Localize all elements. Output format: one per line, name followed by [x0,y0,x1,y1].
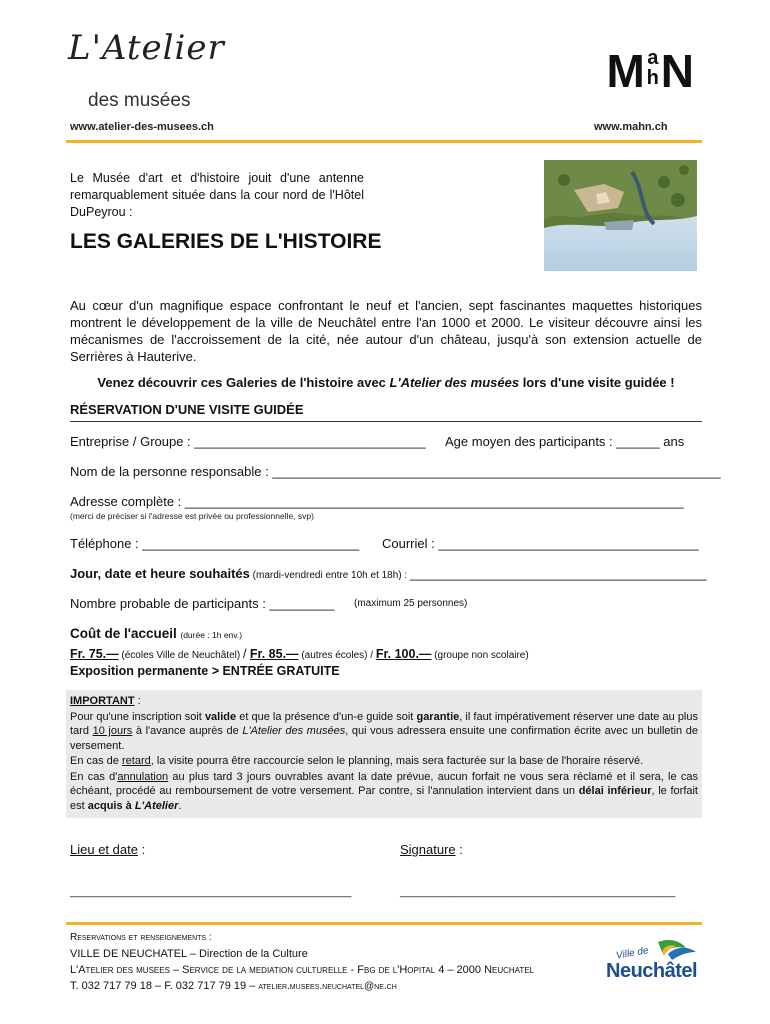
signature-label: Signature : [400,842,463,857]
atelier-logo-script: L'Atelier [68,28,225,68]
reservation-title: RÉSERVATION D'UNE VISITE GUIDÉE [70,402,304,417]
participants-field[interactable] [70,596,335,611]
mahn-logo-a: a [647,47,657,69]
reservation-divider [70,421,702,422]
free-entry: Exposition permanente > ENTRÉE GRATUITE [70,664,340,678]
participants-label: Nombre probable de participants : _________ [70,596,335,611]
footer-contact [70,930,534,995]
important-label: IMPORTANT [70,695,135,707]
footer-line-4: T. 032 717 79 18 – F. 032 717 79 19 – atelier.musees.neuchatel@ne.ch [70,980,397,992]
telephone-field[interactable]: Téléphone : ______________________________ [70,536,360,551]
date-field[interactable] [70,566,706,581]
cost-duration-note: (durée : 1h env.) [180,630,243,640]
logo-neuchatel: Neuchâtel [606,960,698,982]
entreprise-field[interactable]: Entreprise / Groupe : ________________________________ [70,434,426,449]
footer-divider [66,922,702,925]
header-divider [66,140,702,143]
important-paragraph-3: En cas d'annulation au plus tard 3 jours ouvrables avant la date prévue, aucun forfait ne vous sera réclamé et il sera, le cas échéant, procédé au remboursement de votre versement. Par contre, si l'annulation intervient dans un délai inférieur, le forfait est acquis à L'Atelier. [70,770,698,812]
invitation-line [70,375,702,390]
page-title: LES GALERIES DE L'HISTOIRE [70,230,382,253]
adresse-field[interactable]: Adresse complète : _____________________________________________________________________ [70,494,684,509]
price-autres-note: (autres écoles) / [298,650,376,661]
price-ville: Fr. 75.— [70,647,119,661]
important-paragraph-2: En cas de retard, la visite pourra être raccourcie selon le planning, mais sera facturée sur la base de l'horaire réservé. [70,755,644,767]
adresse-note: (merci de préciser si l'adresse est privée ou professionnelle, svp) [70,511,314,521]
responsable-field[interactable]: Nom de la personne responsable : ______________________________________________________________ [70,464,721,479]
price-autres: Fr. 85.— [249,647,299,661]
mahn-logo-m: M [606,45,643,97]
cost-heading [70,626,242,641]
signature-line[interactable]: _____________________________________________ [400,886,676,898]
mahn-logo-n: N [660,45,692,97]
cost-prices [70,647,529,661]
date-field-line: _________________________________________ [409,566,707,581]
atelier-logo [68,28,225,118]
footer-line-2: VILLE DE NEUCHATEL – Direction de la Culture [70,948,308,960]
city-model-photo [544,160,697,271]
date-field-label: Jour, date et heure souhaités [70,566,250,581]
participants-note: (maximum 25 personnes) [354,598,468,609]
logo-ville-de: Ville de [615,945,650,962]
atelier-url[interactable]: www.atelier-des-musees.ch [70,121,214,133]
lieu-date-line[interactable]: ______________________________________________ [70,886,352,898]
price-groupe-note: (groupe non scolaire) [431,650,529,661]
invitation-atelier: L'Atelier des musées [389,375,520,390]
footer-email[interactable]: atelier.musees.neuchatel@ne.ch [258,981,397,992]
intro-text: Le Musée d'art et d'histoire jouit d'une antenne remarquablement située dans la cour nord de l'Hôtel DuPeyrou : [70,171,364,219]
mahn-logo-ah [643,48,661,88]
price-groupe: Fr. 100.— [375,647,432,661]
price-separator: / [242,647,250,661]
footer-line-1: Reservations et renseignements : [70,932,212,943]
mahn-logo [606,45,692,97]
invitation-text-1: Venez découvrir ces Galeries de l'histoire avec [97,375,390,390]
courriel-field[interactable]: Courriel : ____________________________________ [382,536,699,551]
footer-line-3: L'Atelier des musees – Service de la mediation culturelle - Fbg de l'Hopital 4 – 2000 Neuchatel [70,964,535,976]
date-field-note: (mardi-vendredi entre 10h et 18h) : [249,570,410,581]
price-ville-note: (écoles Ville de Neuchâtel) [118,650,243,661]
atelier-logo-subtitle: des musées [88,90,191,111]
description-paragraph: Au cœur d'un magnifique espace confrontant le neuf et l'ancien, sept fascinantes maquettes historiques montrent le développement de la ville de Neuchâtel entre l'an 1000 et 2000. Le visiteur découvre ainsi les mécanismes de l'accroissement de la cité, née autour d'un château, jusqu'à son extension actuelle de Serrières à Hauterive. [70,298,702,364]
lieu-date-label: Lieu et date : [70,842,146,857]
ville-neuchatel-logo [606,938,706,986]
age-field[interactable]: Age moyen des participants : ______ ans [445,434,685,449]
mahn-logo-h: h [646,67,657,89]
cost-label: Coût de l'accueil [70,626,177,641]
important-box: IMPORTANT : Pour qu'une inscription soit valide et que la présence d'un-e guide soit garantie, il faut impérativement réserver une date au plus tard 10 jours à l'avance auprès de L'Atelier des musées, qui vous adressera ensuite une confirmation écrite avec un bulletin de versement. En cas de retard, la visite pourra être raccourcie selon le planning, mais sera facturée sur la base de l'horaire réservé. En cas d'annulation au plus tard 3 jours ouvrables avant la date prévue, aucun forfait ne vous sera réclamé et il sera, le cas échéant, procédé au remboursement de votre versement. Par contre, si l'annulation intervient dans un délai inférieur, le forfait est acquis à L'Atelier. [66,690,702,818]
invitation-text-2: lors d'une visite guidée ! [519,375,675,390]
mahn-url[interactable]: www.mahn.ch [594,121,668,133]
important-paragraph-1: Pour qu'une inscription soit valide et que la présence d'un-e guide soit garantie, il faut impérativement réserver une date au plus tard 10 jours à l'avance auprès de L'Atelier des musées, qui vous adressera ensuite une confirmation écrite avec un bulletin de versement. [70,710,698,752]
